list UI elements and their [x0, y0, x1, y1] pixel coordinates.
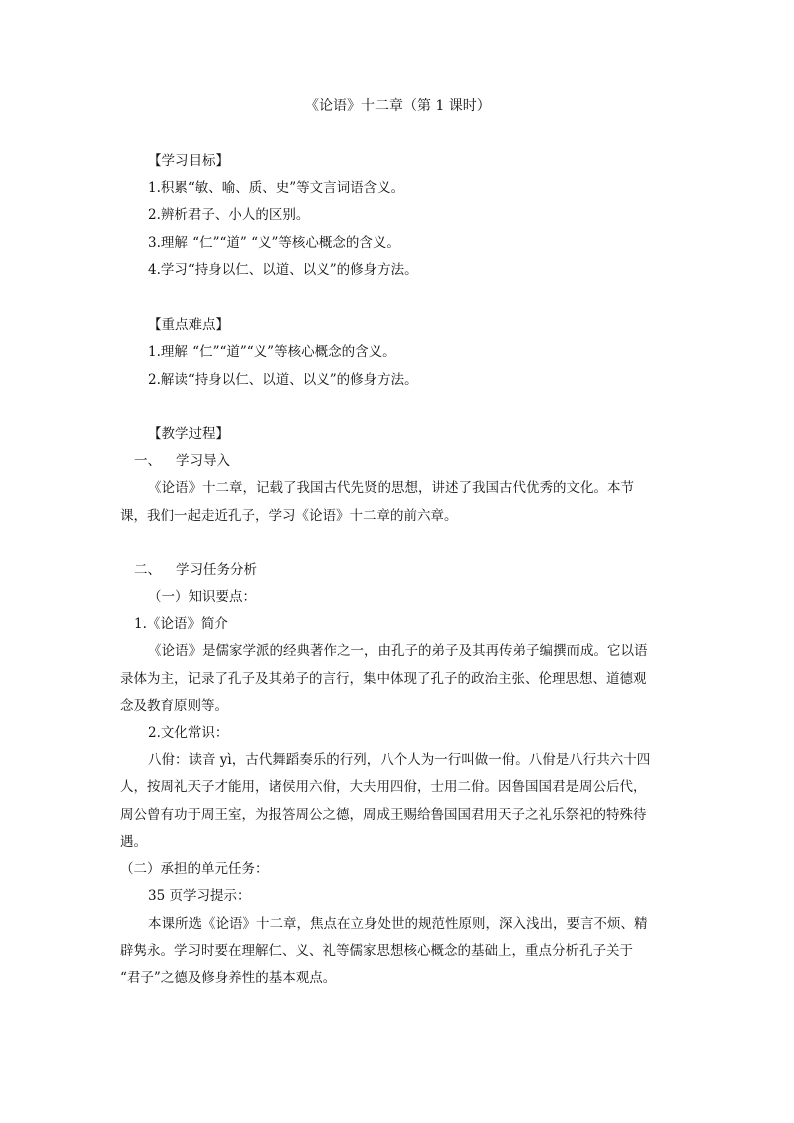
item-title: 35 页学习提示：	[148, 888, 251, 904]
process-heading: 【教学过程】	[148, 426, 229, 442]
section-title: 学习导入	[176, 453, 230, 469]
keypoints-heading: 【重点难点】	[148, 317, 229, 333]
paragraph-line: 遇。	[120, 834, 147, 850]
paragraph-line: “君子”之德及修身养性的基本观点。	[120, 970, 337, 986]
section-number: 一、	[134, 453, 161, 469]
goal-item: 1.积累“敏、喻、质、史”等文言词语含义。	[148, 180, 405, 196]
paragraph-line: 《论语》是儒家学派的经典著作之一，由孔子的弟子及其再传弟子编撰而成。它以语	[148, 643, 648, 659]
document-title: 《论语》十二章（第 1 课时）	[305, 98, 491, 114]
section-title: 学习任务分析	[176, 562, 257, 578]
paragraph-line: 念及教育原则等。	[120, 698, 228, 714]
paragraph-line: 辟隽永。学习时要在理解仁、义、礼等儒家思想核心概念的基础上，重点分析孔子关于	[120, 943, 633, 959]
subsection-title: （二）承担的单元任务：	[120, 861, 269, 877]
item-title: 1.《论语》简介	[134, 616, 228, 632]
goals-heading: 【学习目标】	[148, 153, 229, 169]
paragraph-line: 录体为主，记录了孔子及其弟子的言行，集中体现了孔子的政治主张、伦理思想、道德观	[120, 671, 647, 687]
goal-item: 4.学习“持身以仁、以道、以义”的修身方法。	[148, 262, 418, 278]
section-number: 二、	[134, 562, 161, 578]
paragraph-line: 周公曾有功于周王室，为报答周公之德，周成王赐给鲁国国君用天子之礼乐祭祀的特殊待	[120, 807, 647, 823]
paragraph-line: 八佾：读音 yì，古代舞蹈奏乐的行列，八个人为一行叫做一佾。八佾是八行共六十四	[148, 752, 651, 768]
paragraph-line: 《论语》十二章，记载了我国古代先贤的思想，讲述了我国古代优秀的文化。本节	[148, 480, 634, 496]
goal-item: 2.辨析君子、小人的区别。	[148, 207, 310, 223]
paragraph-line: 人，按周礼天子才能用，诸侯用六佾，大夫用四佾，士用二佾。因鲁国国君是周公后代，	[120, 779, 647, 795]
goal-item: 3.理解 “仁”“道” “义”等核心概念的含义。	[148, 235, 400, 251]
subsection-title: （一）知识要点：	[148, 589, 256, 605]
paragraph-line: 课，我们一起走近孔子，学习《论语》十二章的前六章。	[120, 508, 458, 524]
item-title: 2.文化常识：	[148, 725, 229, 741]
keypoint-item: 2.解读“持身以仁、以道、以义”的修身方法。	[148, 372, 418, 388]
keypoint-item: 1.理解 “仁”“道”“义”等核心概念的含义。	[148, 344, 396, 360]
paragraph-line: 本课所选《论语》十二章，焦点在立身处世的规范性原则，深入浅出，要言不烦、精	[148, 916, 648, 932]
